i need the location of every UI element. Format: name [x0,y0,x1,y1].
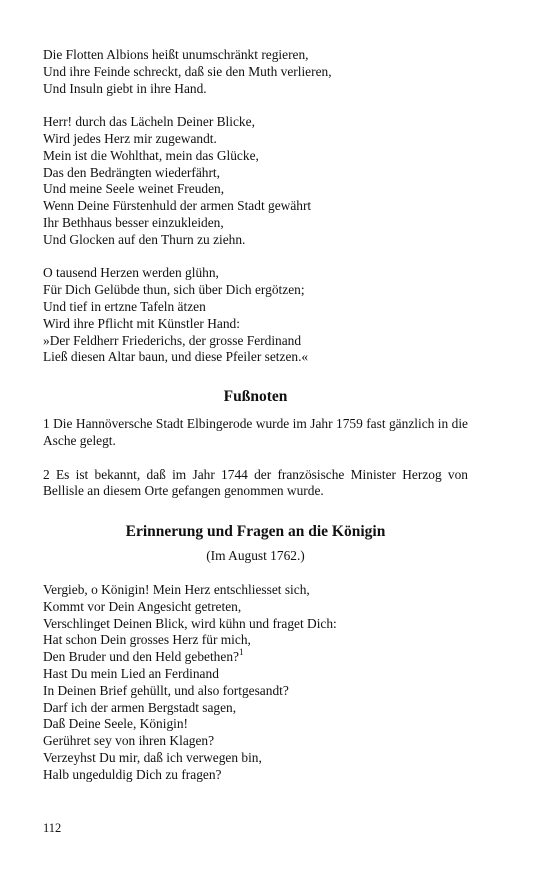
verse-line: Halb ungeduldig Dich zu fragen? [43,766,222,782]
page-content [43,47,468,783]
footnote-2: 2 Es ist bekannt, daß im Jahr 1744 der französische Minister Herzog von Bellisle an diesem Orte gefangen genommen wurde. [43,466,468,499]
poem-title: Erinnerung und Fragen an die Königin [125,523,386,541]
verse-line: Hast Du mein Lied an Ferdinand [43,665,219,681]
verse-line: Und meine Seele weinet Freuden, [43,181,225,197]
verse-text: Den Bruder und den Held gebethen? [43,649,239,665]
verse-line: Wird ihre Pflicht mit Künstler Hand: [43,315,240,331]
stanza-2 [43,114,468,248]
verse-line: Darf ich der armen Bergstadt sagen, [43,699,237,715]
verse-line: Daß Deine Seele, Königin! [43,716,189,732]
verse-line: Ihr Bethhaus besser einzukleiden, [43,214,224,230]
verse-line: Für Dich Gelübde thun, sich über Dich ergötzen; [43,282,305,298]
verse-line: Und tief in ertzne Tafeln ätzen [43,298,206,314]
verse-line: Und ihre Feinde schreckt, daß sie den Muth verlieren, [43,63,332,79]
verse-line: Hat schon Dein grosses Herz für mich, [43,632,251,648]
verse-line: Und Glocken auf den Thurn zu ziehn. [43,231,246,247]
poem-stanza [43,582,468,784]
poem-date: (Im August 1762.) [206,548,305,564]
verse-line: Ließ diesen Altar baun, und diese Pfeiler setzen.« [43,349,309,365]
verse-line: Herr! durch das Lächeln Deiner Blicke, [43,114,255,130]
verse-line: Vergieb, o Königin! Mein Herz entschliesset sich, [43,581,310,597]
verse-line-with-footnote [43,646,468,666]
verse-line: Kommt vor Dein Angesicht getreten, [43,598,242,614]
verse-line: Die Flotten Albions heißt unumschränkt regieren, [43,47,309,62]
footnote-marker[interactable]: 1 [238,646,244,657]
verse-line: Verzeyhst Du mir, daß ich verwegen bin, [43,749,262,765]
verse-line: »Der Feldherr Friederichs, der grosse Ferdinand [43,332,302,348]
stanza-3 [43,265,468,366]
verse-line: Das den Bedrängten wiederfährt, [43,164,220,180]
verse-line: In Deinen Brief gehüllt, und also fortgesandt? [43,682,289,698]
verse-line: O tausend Herzen werden glühn, [43,265,219,281]
verse-line: Wenn Deine Fürstenhuld der armen Stadt gewährt [43,198,312,214]
verse-line: Und Insuln giebt in ihre Hand. [43,80,207,96]
verse-line: Verschlinget Deinen Blick, wird kühn und fraget Dich: [43,615,337,631]
verse-line: Gerühret sey von ihren Klagen? [43,733,215,749]
footnotes-heading: Fußnoten [223,388,288,406]
verse-line: Wird jedes Herz mir zugewandt. [43,130,217,146]
stanza-1 [43,47,468,97]
page-number: 112 [43,821,62,835]
footnote-1: 1 Die Hannöversche Stadt Elbingerode wurde im Jahr 1759 fast gänzlich in die Asche gelegt. [43,416,468,448]
verse-line: Mein ist die Wohlthat, mein das Glücke, [43,147,259,163]
